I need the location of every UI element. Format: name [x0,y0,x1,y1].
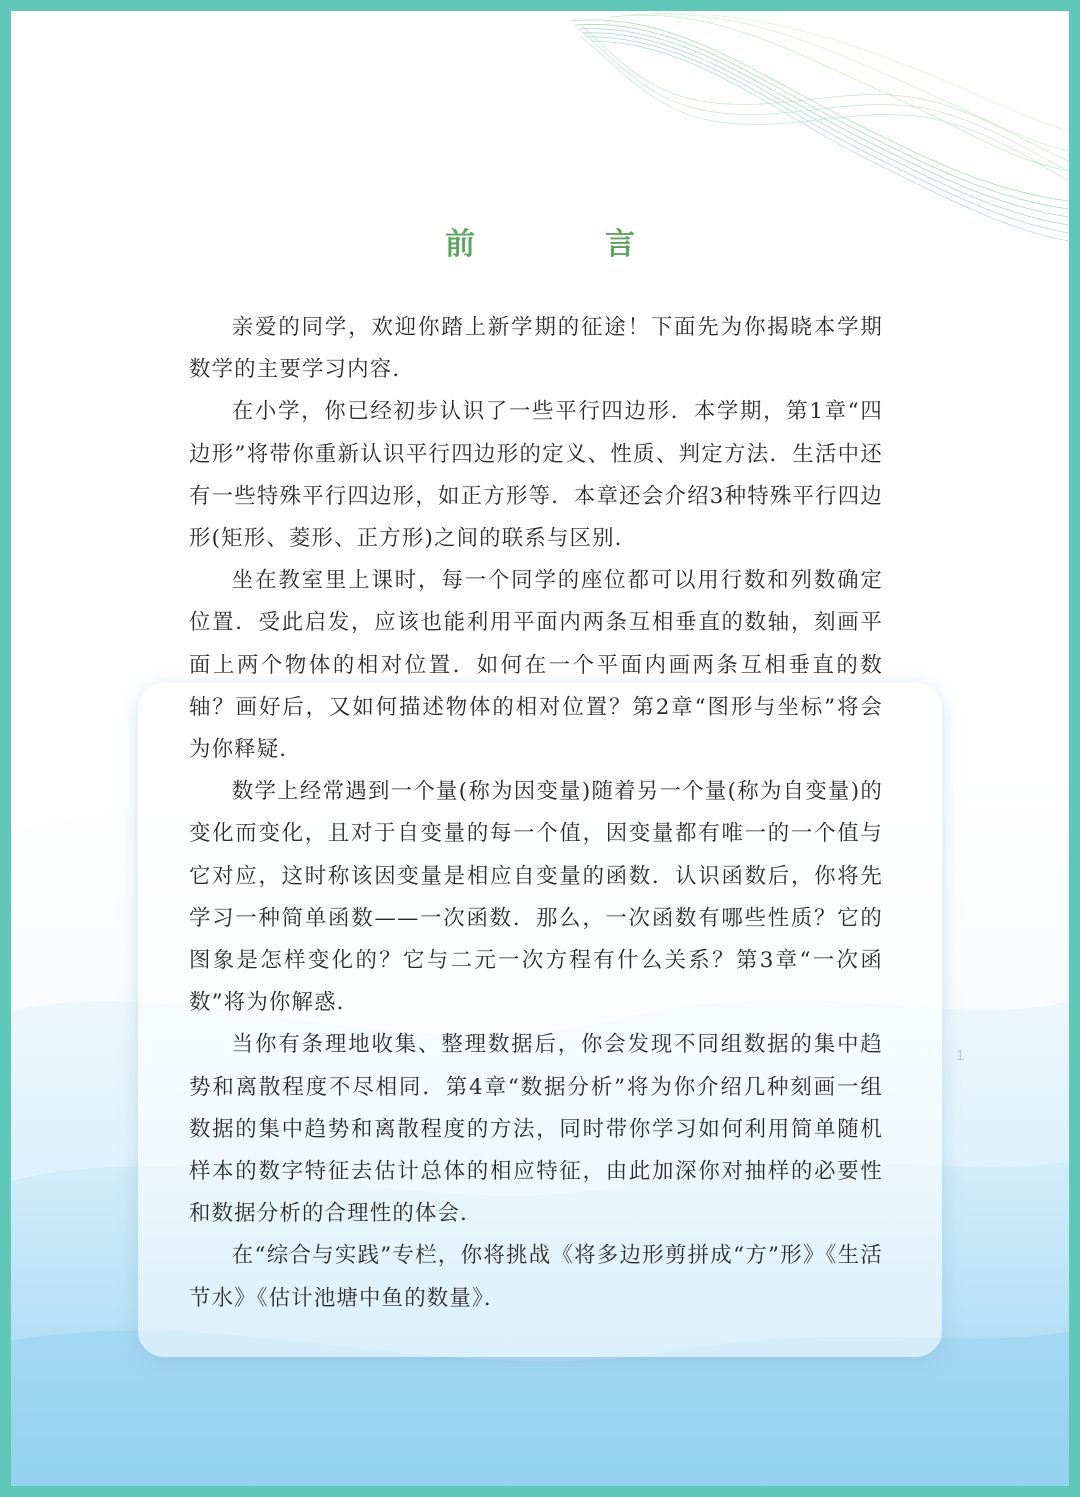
paragraph-chapter-4: 当你有条理地收集、整理数据后，你会发现不同组数据的集中趋势和离散程度不尽相同．第4章“数据分析”将为你介绍几种刻画一组数据的集中趋势和离散程度的方法，同时带你学习如何利用简单随机样本的数字特征去估计总体的相应特征，由此加深你对抽样的必要性和数据分析的合理性的体会． [189,1032,883,1227]
page-number: 1 [956,1047,965,1064]
paragraph-intro: 亲爱的同学，欢迎你踏上新学期的征途！下面先为你揭晓本学期数学的主要学习内容． [189,315,883,383]
decorative-line-swirl [551,11,1069,251]
paragraph-chapter-2: 坐在教室里上课时，每一个同学的座位都可以用行数和列数确定位置．受此启发，应该也能利用平面内两条互相垂直的数轴，刻画平面上两个物体的相对位置．如何在一个平面内画两条互相垂直的数轴？画好后，又如何描述物体的相对位置？第2章“图形与坐标”将会为你释疑． [189,568,883,763]
paragraph-practice: 在“综合与实践”专栏，你将挑战《将多边形剪拼成“方”形》《生活节水》《估计池塘中鱼的数量》． [189,1243,883,1311]
paragraph-chapter-1: 在小学，你已经初步认识了一些平行四边形．本学期，第1章“四边形”将带你重新认识平行四边形的定义、性质、判定方法．生活中还有一些特殊平行四边形，如正方形等．本章还会介绍3种特殊平行四边形(矩形、菱形、正方形)之间的联系与区别． [189,399,883,552]
page-title: 前 言 [445,227,685,262]
preface-page [11,11,1069,1486]
paragraph-chapter-3: 数学上经常遇到一个量(称为因变量)随着另一个量(称为自变量)的变化而变化，且对于自变量的每一个值，因变量都有唯一的一个值与它对应，这时称该因变量是相应自变量的函数．认识函数后，你将先学习一种简单函数——一次函数．那么，一次函数有哪些性质？它的图象是怎样变化的？它与二元一次方程有什么关系？第3章“一次函数”将为你解惑． [189,779,883,1016]
preface-body [189,307,883,1320]
